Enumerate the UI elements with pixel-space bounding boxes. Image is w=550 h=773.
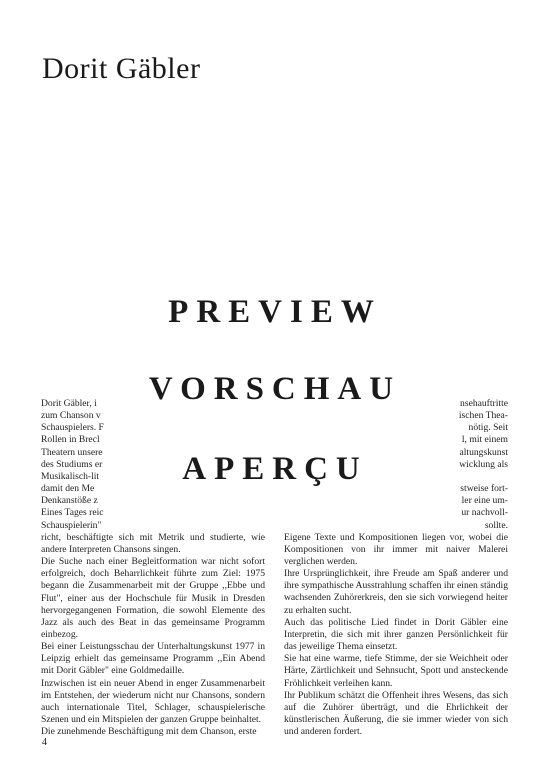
right-fragment-1: nsehauftritte [460, 398, 508, 409]
left-fragment-7: Musikalisch-lit [41, 470, 100, 482]
right-fragment-6: wicklung als [459, 458, 508, 470]
left-fragment-10: Eines Tages reic [41, 507, 104, 519]
left-paragraph-3: Bei einer Leistungsschau der Unterhaltungskunst 1977 in Leipzig erhielt das gemeinsame Programm ,,Ein Abend mit Dorit Gäbler" eine Goldmedaille. [41, 641, 265, 677]
right-fragment-2: ischen Thea- [458, 410, 508, 422]
left-fragment-6: des Studiums er [41, 458, 103, 470]
right-fragment-8: stweise fort- [460, 483, 508, 495]
left-fragment-8: damit den Me [41, 483, 95, 495]
right-fragment-3: nötig. Seit [468, 422, 508, 434]
left-fragment-9: Denkanstöße z [41, 495, 98, 507]
page-number: 4 [42, 737, 47, 748]
right-fragment-4: l, mit einem [461, 434, 508, 446]
watermark-preview: PREVIEW [168, 294, 382, 330]
right-paragraph-1: Eigene Texte und Kompositionen liegen vor, wobei die Kompositionen von ihr immer mit naiver Malerei verglichen werden. [284, 531, 508, 568]
right-paragraph-5: Ihr Publikum schätzt die Offenheit ihres Wesens, das sich auf die Zuhörer überträgt, und die Ehrlichkeit der künstlerischen Äußerung, die sie immer wieder von sich und anderen fordert. [284, 689, 508, 738]
left-paragraph-2: Die Suche nach einer Begleitformation war nicht sofort erfolgreich, doch Beharrlichkeit führte zum Ziel: 1975 begann die Zusammenarbeit mit der Gruppe ,,Ebbe und Flut", einer aus der Hochschule für Musik in Dresden hervorgegangenen Formation, die sowohl Elemente des Jazz als auch des Beat in das gemeinsame Programm einbezog. [41, 556, 265, 640]
left-paragraph-5: Die zunehmende Beschäftigung mit dem Chanson, erste [41, 726, 257, 738]
right-paragraph-2: Ihre Ursprünglichkeit, ihre Freude am Spaß anderer und ihre sympathische Ausstrahlung schaffen ihr einen ständig wachsenden Zuhörerkreis, den sie sich vorwiegend heiter zu erhalten sucht. [284, 568, 508, 616]
left-fragment-11: Schauspielerin" [41, 519, 102, 531]
left-fragment-1: Dorit Gäbler, i [41, 398, 97, 409]
left-fragment-2: zum Chanson v [41, 410, 101, 422]
right-paragraph-3: Auch das politische Lied findet in Dorit Gäbler eine Interpretin, die sich mit ihrer ganzen Persönlichkeit für das jeweilige Thema einsetzt. [284, 616, 508, 653]
right-fragment-9: ler eine um- [461, 495, 508, 507]
watermark-vorschau: VORSCHAU [148, 371, 402, 407]
left-paragraph-1: richt, beschäftigte sich mit Metrik und studierte, wie andere Interpreten Chansons singen. [41, 531, 265, 555]
right-fragment-5: altungskunst [459, 446, 508, 458]
left-fragment-3: Schauspielers. F [41, 422, 104, 434]
left-paragraph-4: Inzwischen ist ein neuer Abend in enger Zusammenarbeit im Entstehen, der wiederum nicht nur Chansons, sondern auch internationale Titel, Schlager, schauspielerische Szenen und ein Mitspielen der ganzen Gruppe beinhaltet. [41, 677, 265, 726]
right-paragraph-4: Sie hat eine warme, tiefe Stimme, der sie Weichheit oder Härte, Zärtlichkeit und Sehnsucht, Spott und ansteckende Fröhlichkeit verleihen kann. [284, 653, 508, 689]
watermark-apercu: APERÇU [182, 451, 368, 487]
right-fragment-11: sollte. [484, 519, 508, 531]
left-fragment-4: Rollen in Brecl [41, 434, 100, 446]
left-fragment-5: Theatern unsere [41, 446, 103, 458]
right-fragment-10: ur nachvoll- [461, 507, 508, 519]
page-title: Dorit Gäbler [42, 52, 201, 85]
